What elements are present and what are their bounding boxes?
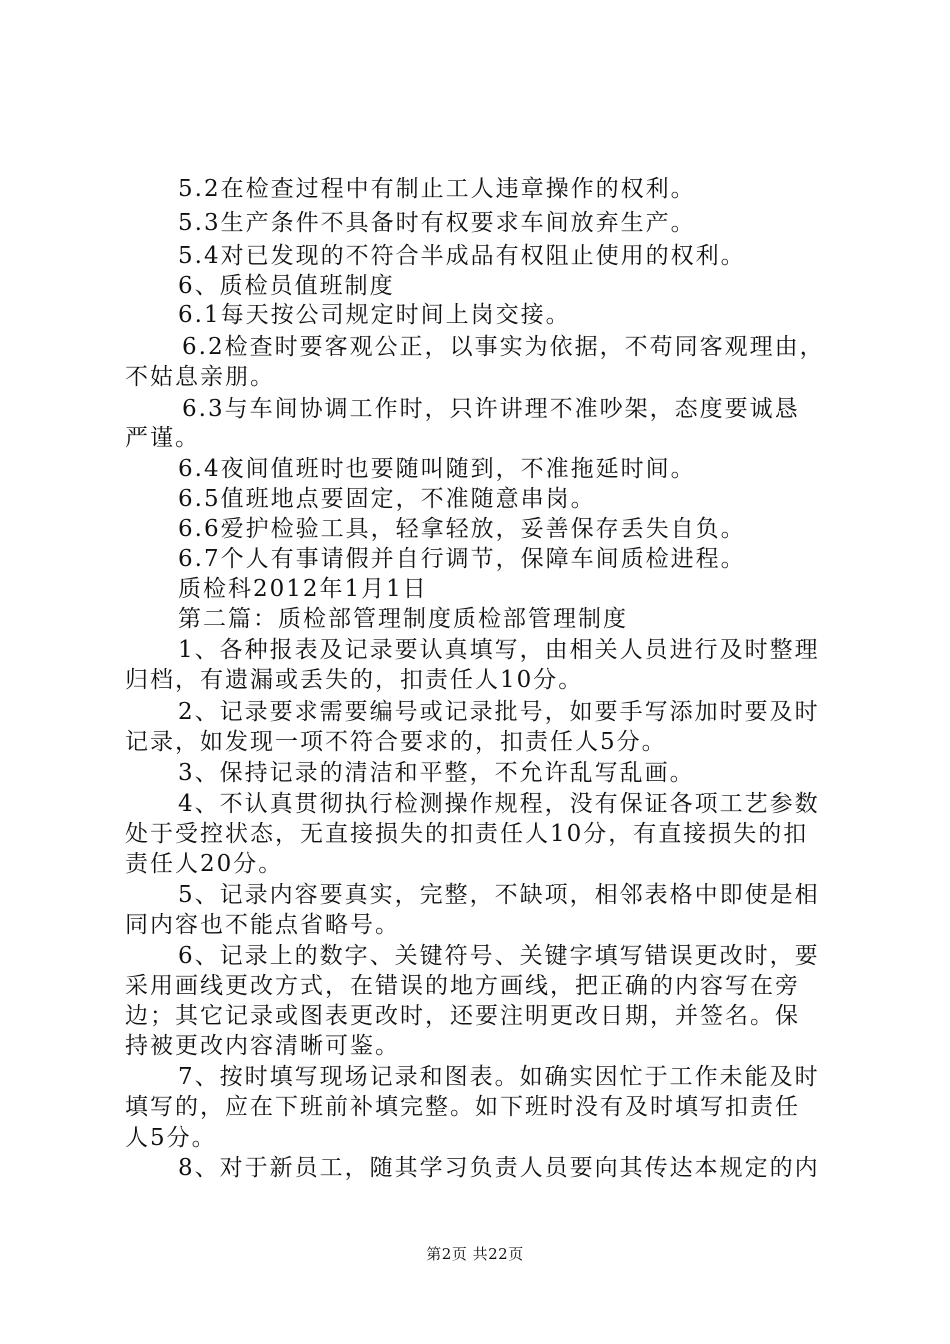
text-line: 持被更改内容清晰可鉴。	[125, 1033, 400, 1059]
text-line: 5、记录内容要真实，完整，不缺项，相邻表格中即使是相	[178, 882, 820, 908]
text-line: 人5分。	[125, 1125, 217, 1151]
text-line: 6.2检查时要客观公正，以事实为依据，不苟同客观理由，	[182, 334, 825, 360]
text-line: 6.1每天按公司规定时间上岗交接。	[178, 302, 571, 328]
text-line: 归档，有遗漏或丢失的，扣责任人10分。	[125, 667, 584, 693]
text-line: 8、对于新员工，随其学习负责人员要向其传达本规定的内	[178, 1155, 820, 1181]
text-line: 采用画线更改方式，在错误的地方画线，把正确的内容写在旁	[125, 973, 800, 999]
text-line: 5.3生产条件不具备时有权要求车间放弃生产。	[178, 210, 696, 236]
text-line: 6、记录上的数字、关键符号、关键字填写错误更改时，要	[178, 943, 820, 969]
text-line: 填写的，应在下班前补填完整。如下班时没有及时填写扣责任	[125, 1094, 800, 1120]
text-line: 6.3与车间协调工作时，只许讲理不准吵架，态度要诚恳	[182, 396, 800, 422]
text-line: 5.4对已发现的不符合半成品有权阻止使用的权利。	[178, 243, 746, 269]
text-line: 5.2在检查过程中有制止工人违章操作的权利。	[178, 176, 696, 202]
text-line: 不姑息亲朋。	[125, 364, 275, 390]
text-line: 3、保持记录的清洁和平整，不允许乱写乱画。	[178, 760, 695, 786]
text-line: 6.7个人有事请假并自行调节，保障车间质检进程。	[178, 546, 746, 572]
text-line: 处于受控状态，无直接损失的扣责任人10分，有直接损失的扣	[125, 821, 809, 847]
section-heading: 第二篇：质检部管理制度质检部管理制度	[178, 606, 628, 632]
text-line: 严谨。	[125, 425, 200, 451]
text-line: 6.5值班地点要固定，不准随意串岗。	[178, 486, 596, 512]
text-line: 1、各种报表及记录要认真填写，由相关人员进行及时整理	[178, 637, 820, 663]
page-number-footer: 第2页 共22页	[426, 1245, 524, 1263]
text-line: 同内容也不能点省略号。	[125, 912, 400, 938]
text-line: 记录，如发现一项不符合要求的，扣责任人5分。	[125, 729, 667, 755]
text-line: 责任人20分。	[125, 851, 284, 877]
text-line: 4、不认真贯彻执行检测操作规程，没有保证各项工艺参数	[178, 791, 820, 817]
text-line: 6.4夜间值班时也要随叫随到，不准拖延时间。	[178, 456, 696, 482]
text-line: 边；其它记录或图表更改时，还要注明更改日期，并签名。保	[125, 1003, 800, 1029]
text-line: 7、按时填写现场记录和图表。如确实因忙于工作未能及时	[178, 1064, 820, 1090]
section-heading: 6、质检员值班制度	[178, 273, 395, 299]
signature-date: 质检科2012年1月1日	[178, 576, 428, 602]
text-line: 2、记录要求需要编号或记录批号，如要手写添加时要及时	[178, 699, 820, 725]
text-line: 6.6爱护检验工具，轻拿轻放，妥善保存丢失自负。	[178, 516, 746, 542]
